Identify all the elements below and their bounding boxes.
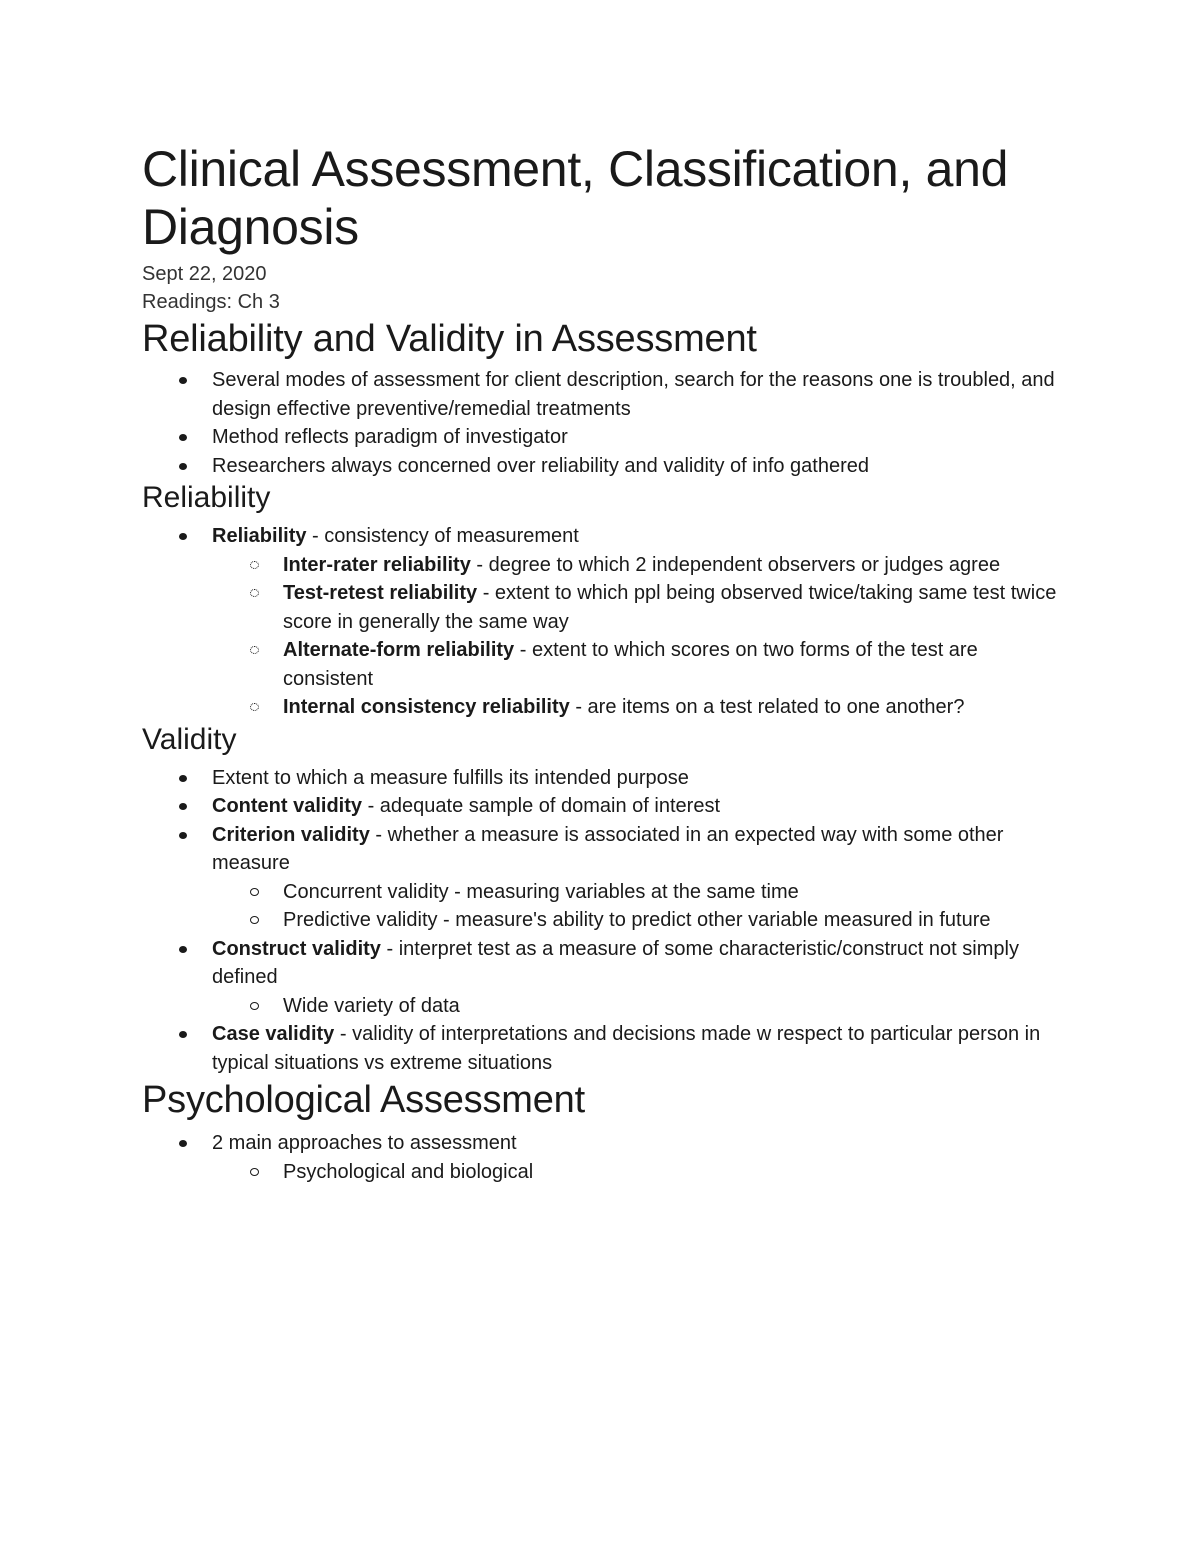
bullet-circle-icon xyxy=(250,888,259,896)
list-reliability xyxy=(142,522,1062,722)
list-item xyxy=(142,366,1062,423)
heading-psychological-assessment: Psychological Assessment xyxy=(142,1079,585,1121)
sub-list-item xyxy=(142,636,1062,693)
list-item xyxy=(142,1129,1062,1158)
bullet-disc-icon xyxy=(179,775,187,782)
list-item xyxy=(142,423,1062,452)
sub-list-item xyxy=(142,878,1062,907)
list-item-text: Method reflects paradigm of investigator xyxy=(212,426,568,448)
definition-text: - consistency of measurement xyxy=(306,525,579,547)
term-case-validity: Case validity xyxy=(212,1023,335,1045)
sub-list-item xyxy=(142,906,1062,935)
list-item xyxy=(142,452,1062,481)
definition-text: - extent to which scores on two forms of the test are consistent xyxy=(283,639,978,690)
list-item-text: 2 main approaches to assessment xyxy=(212,1132,517,1154)
bullet-disc-icon xyxy=(179,803,187,810)
list-psychological-assessment xyxy=(142,1129,1062,1186)
document-title: Clinical Assessment, Classification, and Diagnosis xyxy=(142,141,1009,255)
bullet-disc-icon xyxy=(179,1140,187,1147)
term-criterion-validity: Criterion validity xyxy=(212,823,370,846)
sub-list-item xyxy=(142,1158,1062,1187)
sub-list-item xyxy=(142,579,1062,636)
definition-text: - are items on a test related to one another? xyxy=(569,696,965,718)
bullet-dotted-circle-icon xyxy=(250,589,259,597)
heading-reliability-validity: Reliability and Validity in Assessment xyxy=(142,318,757,360)
term-content-validity: Content validity xyxy=(212,795,363,817)
definition-text: - degree to which 2 independent observers or judges agree xyxy=(470,553,1001,576)
bullet-disc-icon xyxy=(179,1031,187,1038)
heading-reliability: Reliability xyxy=(142,481,271,514)
bullet-disc-icon xyxy=(179,946,187,953)
document-page xyxy=(142,140,1062,1186)
term-alternate-form: Alternate-form reliability xyxy=(283,639,515,661)
definition-text: - validity of interpretations and decisions made w respect to particular person in typical situations vs extreme situations xyxy=(212,1023,1041,1074)
bullet-dotted-circle-icon xyxy=(250,646,259,654)
list-item xyxy=(142,792,1062,821)
sub-list-item xyxy=(142,551,1062,580)
list-item-text: Wide variety of data xyxy=(283,994,460,1017)
document-readings: Readings: Ch 3 xyxy=(142,291,280,313)
list-item-text: Predictive validity - measure's ability to predict other variable measured in future xyxy=(283,909,991,931)
sub-list-item xyxy=(142,693,1062,722)
list-item-text: Psychological and biological xyxy=(283,1160,534,1183)
list-item-text: Several modes of assessment for client description, search for the reasons one is troubled, and design effective preventive/remedial treatments xyxy=(212,369,1055,420)
term-construct-validity: Construct validity xyxy=(212,937,381,960)
bullet-dotted-circle-icon xyxy=(250,561,259,569)
list-validity xyxy=(142,764,1062,1078)
bullet-disc-icon xyxy=(179,463,187,470)
bullet-dotted-circle-icon xyxy=(250,703,259,711)
list-item xyxy=(142,935,1062,992)
heading-validity: Validity xyxy=(142,722,237,756)
bullet-circle-icon xyxy=(250,1002,259,1010)
sub-list-item xyxy=(142,992,1062,1021)
list-item xyxy=(142,821,1062,878)
term-test-retest: Test-retest reliability xyxy=(283,582,478,604)
list-item-text: Extent to which a measure fulfills its intended purpose xyxy=(212,766,689,789)
bullet-disc-icon xyxy=(179,832,187,839)
definition-text: - adequate sample of domain of interest xyxy=(362,795,721,817)
list-item xyxy=(142,764,1062,793)
bullet-disc-icon xyxy=(179,434,187,441)
document-date: Sept 22, 2020 xyxy=(142,263,267,285)
term-internal-consistency: Internal consistency reliability xyxy=(283,696,570,718)
list-item-text: Concurrent validity - measuring variables at the same time xyxy=(283,880,799,903)
bullet-circle-icon xyxy=(250,1168,259,1176)
bullet-disc-icon xyxy=(179,377,187,384)
list-item xyxy=(142,1020,1062,1077)
list-reliability-validity xyxy=(142,366,1062,480)
definition-text: - whether a measure is associated in an expected way with some other measure xyxy=(212,823,1004,874)
definition-text: - interpret test as a measure of some characteristic/construct not simply defined xyxy=(212,937,1019,988)
bullet-disc-icon xyxy=(179,533,187,540)
term-inter-rater: Inter-rater reliability xyxy=(283,553,471,576)
list-item xyxy=(142,522,1062,551)
bullet-circle-icon xyxy=(250,916,259,924)
definition-text: - extent to which ppl being observed twice/taking same test twice score in generally the same way xyxy=(283,582,1057,633)
list-item-text: Researchers always concerned over reliability and validity of info gathered xyxy=(212,454,870,477)
term-reliability: Reliability xyxy=(212,525,307,547)
